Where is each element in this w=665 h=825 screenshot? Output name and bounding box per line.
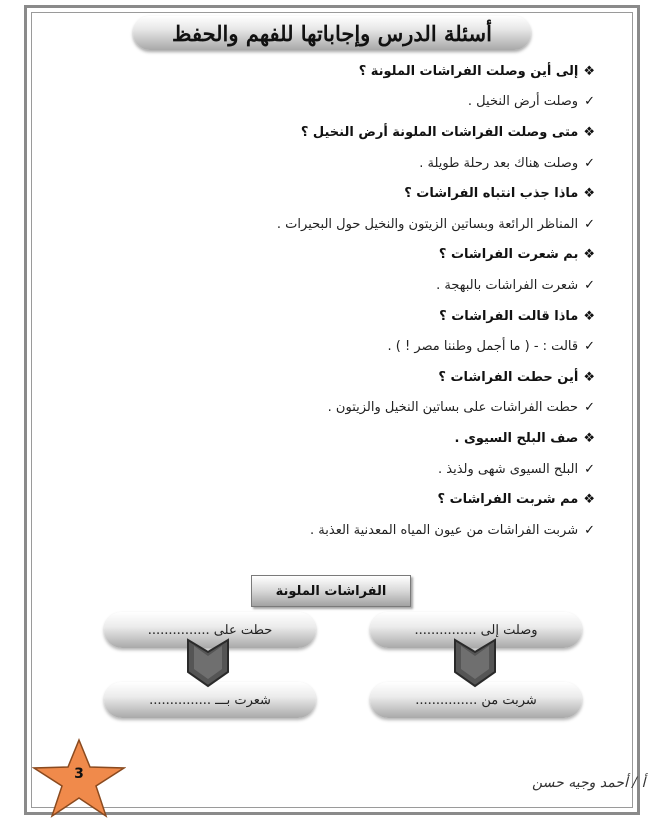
- questions-list: [40, 56, 595, 546]
- diagram-top-left: حطت على ...............: [104, 612, 316, 648]
- check-mark-icon: ✓: [584, 94, 595, 110]
- diagram-center-label: الفراشات الملونة: [251, 575, 411, 607]
- check-mark-icon: ✓: [584, 155, 595, 171]
- diagram-bottom-left: شعرت بـــ ...............: [104, 682, 316, 718]
- page-number: 3: [74, 766, 84, 782]
- answer-item: [40, 209, 595, 240]
- chevron-down-icon: [185, 638, 231, 688]
- check-mark-icon: ✓: [584, 216, 595, 232]
- question-item: [40, 240, 595, 271]
- diamond-bullet-icon: ❖: [583, 430, 595, 446]
- question-text: مم شربت الفراشات ؟: [437, 492, 579, 508]
- question-item: [40, 484, 595, 515]
- check-mark-icon: ✓: [584, 400, 595, 416]
- question-text: أين حطت الفراشات ؟: [438, 369, 579, 385]
- check-mark-icon: ✓: [584, 461, 595, 477]
- check-mark-icon: ✓: [584, 277, 595, 293]
- chevron-down-icon: [452, 638, 498, 688]
- answer-text: شعرت الفراشات بالبهجة .: [436, 277, 579, 293]
- question-item: [40, 423, 595, 454]
- answer-text: وصلت هناك بعد رحلة طويلة .: [419, 155, 579, 171]
- question-text: ماذا جذب انتباه الفراشات ؟: [404, 186, 579, 202]
- diamond-bullet-icon: ❖: [583, 63, 595, 79]
- check-mark-icon: ✓: [584, 522, 595, 538]
- answer-text: حطت الفراشات على بساتين النخيل والزيتون .: [327, 400, 579, 416]
- answer-item: [40, 148, 595, 179]
- question-text: متى وصلت الفراشات الملونة أرض النخيل ؟: [300, 124, 579, 140]
- diamond-bullet-icon: ❖: [583, 369, 595, 385]
- question-item: [40, 362, 595, 393]
- answer-text: شربت الفراشات من عيون المياه المعدنية العذبة .: [310, 522, 579, 538]
- diamond-bullet-icon: ❖: [583, 124, 595, 140]
- check-mark-icon: ✓: [584, 339, 595, 355]
- question-item: [40, 56, 595, 87]
- question-text: إلى أين وصلت الفراشات الملونة ؟: [358, 63, 579, 79]
- question-item: [40, 117, 595, 148]
- title-banner: [133, 16, 531, 50]
- page-title: أسئلة الدرس وإجاباتها للفهم والحفظ: [172, 20, 492, 46]
- answer-item: [40, 515, 595, 546]
- answer-item: [40, 270, 595, 301]
- author-signature: أ / أحمد وجيه حسن: [532, 775, 646, 791]
- diamond-bullet-icon: ❖: [583, 186, 595, 202]
- diamond-bullet-icon: ❖: [583, 492, 595, 508]
- diamond-bullet-icon: ❖: [583, 247, 595, 263]
- answer-item: [40, 87, 595, 118]
- question-item: [40, 301, 595, 332]
- answer-item: [40, 454, 595, 485]
- question-item: [40, 178, 595, 209]
- question-text: بم شعرت الفراشات ؟: [438, 247, 579, 263]
- question-text: ماذا قالت الفراشات ؟: [439, 308, 579, 324]
- answer-item: [40, 393, 595, 424]
- answer-text: وصلت أرض النخيل .: [467, 94, 579, 110]
- answer-text: قالت : - ( ما أجمل وطننا مصر ! ) .: [387, 339, 579, 355]
- question-text: صف البلح السيوى .: [454, 430, 579, 446]
- diagram-top-right: وصلت إلى ...............: [370, 612, 582, 648]
- diagram-bottom-right: شربت من ...............: [370, 682, 582, 718]
- diamond-bullet-icon: ❖: [583, 308, 595, 324]
- answer-text: المناظر الرائعة وبساتين الزيتون والنخيل حول البحيرات .: [276, 216, 579, 232]
- answer-item: [40, 331, 595, 362]
- answer-text: البلح السيوى شهى ولذيذ .: [438, 461, 579, 477]
